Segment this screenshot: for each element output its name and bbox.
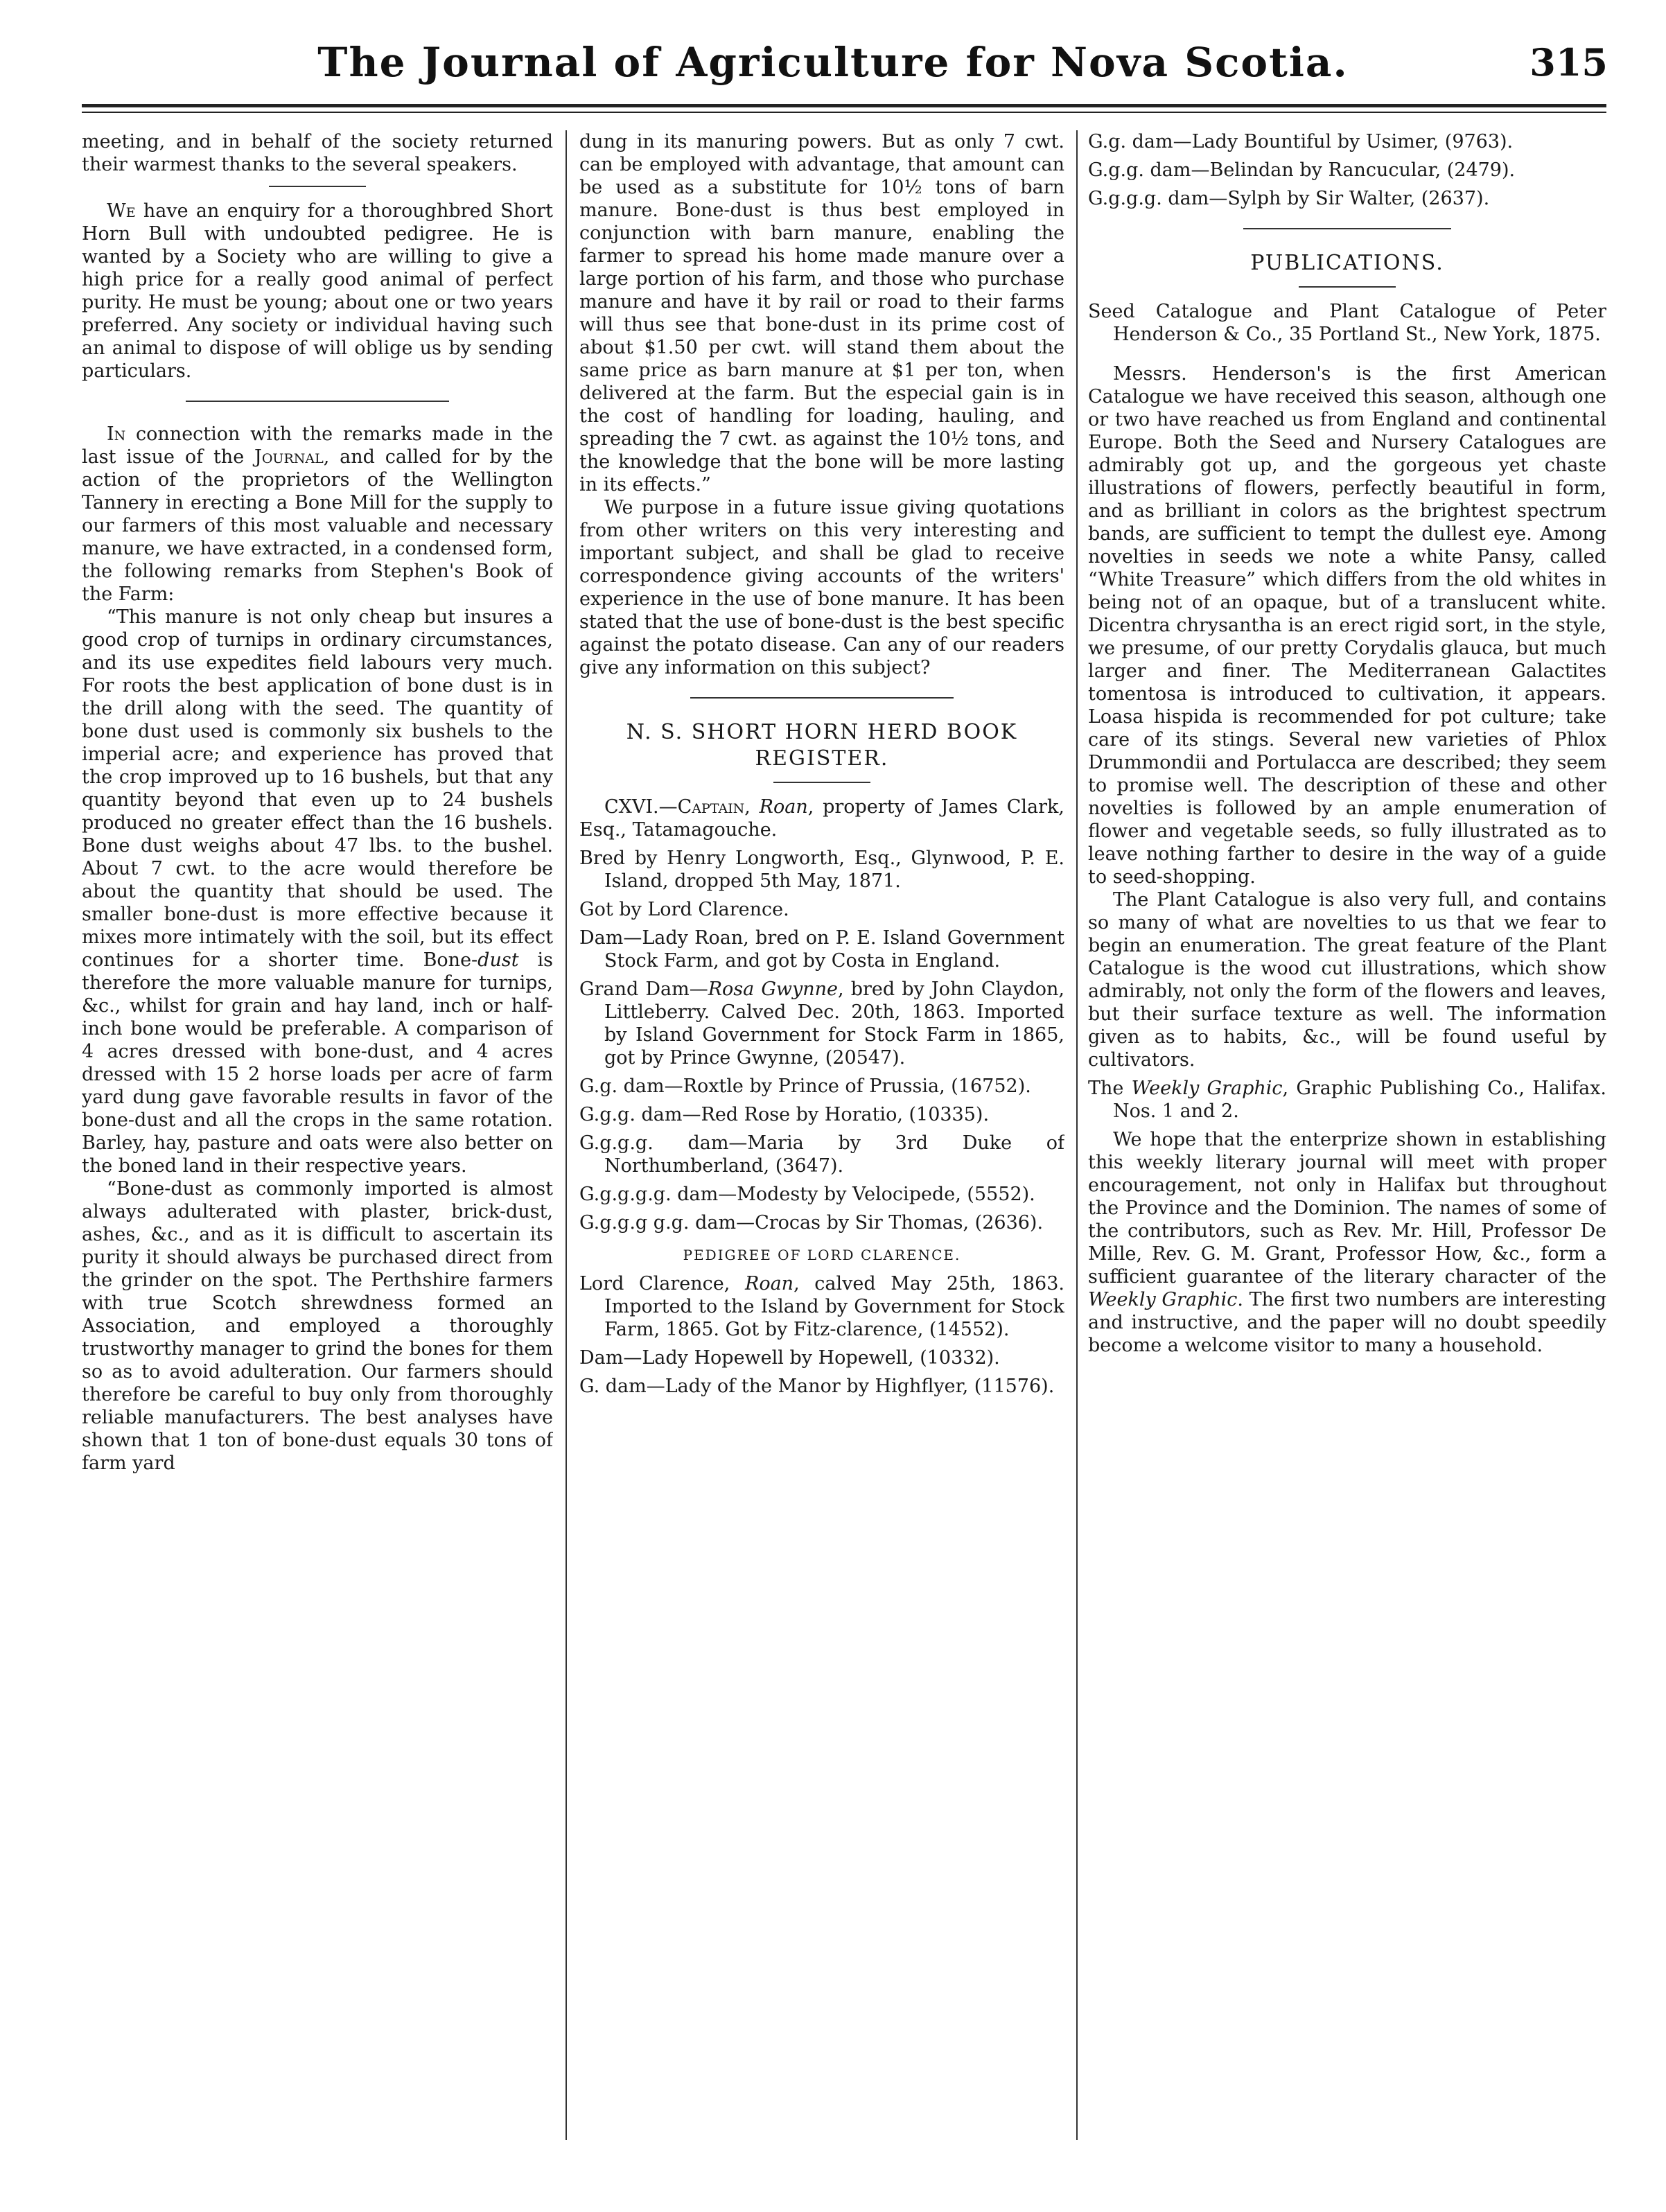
column-3 <box>1088 130 1606 2175</box>
herd-book-gdam-4: G.g.g.g.g. dam—Modesty by Velocipede, (5552). <box>579 1184 1035 1205</box>
column-divider-1 <box>565 130 567 2140</box>
col2-separator-mid <box>690 697 954 699</box>
pedigree-gdam: G. dam—Lady of the Manor by Highflyer, (11576). <box>579 1376 1055 1397</box>
col2-separator-short <box>773 782 870 783</box>
publication-weekly-graphic-review: We hope that the enterprize shown in establishing this weekly literary journal will meet with proper encouragement, not only in Halifax but throughout the Province and the Dominion. The names of some of the contributors, such as Rev. Mr. Hill, Professor De Mille, Rev. G. M. Grant, Professor How, &c., form a sufficient guarantee of the literary character of the Weekly Graphic. The first two numbers are interesting and instructive, and the paper will no doubt speedily become a welcome visitor to many a household. <box>1088 1129 1606 1356</box>
col1-paragraph-manure-quote: “This manure is not only cheap but insures a good crop of turnips in ordinary circumstances, and its use expedites field labours very much. For roots the best application of bone dust is in the drill along with the seed. The quantity of bone dust used is commonly six bushels to the imperial acre; and experience has proved that the crop improved up to 16 bushels, but that any quantity beyond that even up to 24 bushels produced no greater effect than the 16 bushels. Bone dust weighs about 47 lbs. to the bushel. About 7 cwt. to the acre would therefore be about the quantity that should be used. The smaller bone-dust is more effective because it mixes more intimately with the soil, but its effect continues for a shorter time. Bone-dust is therefore the more valuable manure for turnips, &c., whilst for grain and hay land, inch or half-inch bone would be preferable. A comparison of 4 acres dressed with bone-dust, and 4 acres dressed with 15 2 horse loads per acre of farm yard dung gave favorable results in favor of the bone-dust and all the crops in the same rotation. Barley, hay, pasture and oats were also better on the boned land in their respective years. <box>82 606 553 1177</box>
publication-henderson-review: Messrs. Henderson's is the first American Catalogue we have received this season, although one or two have reached us from England and continental Europe. Both the Seed and Nursery Catalogues are admirably got up, and the gorgeous yet chaste illustrations of flowers, perfectly beautiful in form, and as brilliant in colors as the brightest spectrum bands, are sufficient to tempt the dullest eye. Among novelties in seeds we note a white Pansy, called “White Treasure” which differs from the old whites in being not of an opaque, but of a translucent white. Dicentra chrysantha is an erect rigid sort, in the style, we presume, of our pretty Corydalis glauca, but much larger and finer. The Mediterranean Galactites tomentosa is introduced to cultivation, it appears. Loasa hispida is recommended for pot culture; take care of its stings. Several new varieties of Phlox Drummondii and Portulacca are described; they seem to promise well. The description of these and other novelties is followed by an ample enumeration of flower and vegetable seeds, so fully illustrated as to leave nothing farther to desire in the way of a guide to seed-shopping. <box>1088 363 1606 888</box>
header-rule-thin <box>82 112 1606 113</box>
publication-weekly-graphic-title: The Weekly Graphic, Graphic Publishing Co., Halifax. Nos. 1 and 2. <box>1088 1078 1606 1122</box>
column-divider-2 <box>1076 130 1078 2140</box>
herd-book-entry-heading: CXVI.—Captain, Roan, property of James Clark, Esq., Tatamagouche. <box>579 796 1064 841</box>
col2-paragraph-future-issue: We purpose in a future issue giving quotations from other writers on this very interesting and important subject, and shall be glad to receive correspondence giving accounts of the writers' experience in the use of bone manure. It has been stated that the use of bone-dust is the best specific against the potato disease. Can any of our readers give any information on this subject? <box>579 497 1064 678</box>
herd-book-gdam-5: G.g.g.g g.g. dam—Crocas by Sir Thomas, (2636). <box>579 1212 1044 1234</box>
herd-book-gdam-2: G.g.g. dam—Red Rose by Horatio, (10335). <box>579 1104 990 1125</box>
col1-paragraph-bone-dust-imported: “Bone-dust as commonly imported is almost always adulterated with plaster, brick-dust, ashes, &c., and as it is difficult to ascertain its purity it should always be purchased direct from the grinder on the spot. The Perthshire farmers with true Scotch shrewdness formed an Association, and employed a thoroughly trustworthy manager to grind the bones for them so as to avoid adulteration. Our farmers should therefore be careful to buy only from thoroughly reliable manufacturers. The best analyses have shown that 1 ton of bone-dust equals 30 tons of farm yard <box>82 1178 553 1474</box>
col3-separator-short <box>1299 286 1396 288</box>
herd-book-bred: Bred by Henry Longworth, Esq., Glynwood, P. E. Island, dropped 5th May, 1871. <box>579 848 1064 892</box>
column-2 <box>579 130 1064 2175</box>
col1-paragraph-bull-enquiry: We have an enquiry for a thoroughbred Short Horn Bull with undoubted pedigree. He is wanted by a Society who are willing to give a high price for a really good animal of perfect purity. He must be young; about one or two years preferred. Any society or individual having such an animal to dispose of will oblige us by sending particulars. <box>82 200 553 382</box>
col3-separator-mid <box>1243 228 1451 229</box>
pedigree-title: PEDIGREE OF LORD CLARENCE. <box>683 1247 961 1263</box>
herd-book-section-title: N. S. SHORT HORN HERD BOOK REGISTER. <box>626 720 1018 771</box>
col1-paragraph-bone-mill: In connection with the remarks made in the last issue of the Journal, and called for by the action of the proprietors of the Wellington Tannery in erecting a Bone Mill for the supply to our farmers of this most valuable and necessary manure, we have extracted, in a condensed form, the following remarks from Stephen's Book of the Farm: <box>82 423 553 605</box>
publication-henderson-title: Seed Catalogue and Plant Catalogue of Peter Henderson & Co., 35 Portland St., New York, 1875. <box>1088 301 1606 345</box>
publications-section-title: PUBLICATIONS. <box>1250 251 1444 275</box>
col1-separator-mid <box>186 401 449 402</box>
col2-paragraph-dung: dung in its manuring powers. But as only 7 cwt. can be employed with advantage, that amount can be used as a substitute for 10½ tons of barn manure. Bone-dust is thus best employed in conjunction with barn manure, enabling the farmer to spread his home made manure over a large portion of his farm, and those who purchase manure and have it by rail or road to their farms will thus see that bone-dust in its prime cost of about $1.50 per cwt. will stand them about the same price as barn manure at $1 per ton, when delivered at the farm. But the especial gain is in the cost of handling for loading, hauling, and spreading the 7 cwt. as against the 10½ tons, and the knowledge that the bone will be more lasting in its effects.” <box>579 131 1064 495</box>
header-rule-thick <box>82 104 1606 107</box>
pedigree-gdam-4: G.g.g.g. dam—Sylph by Sir Walter, (2637). <box>1088 188 1490 209</box>
pedigree-gdam-3: G.g.g. dam—Belindan by Rancucular, (2479). <box>1088 159 1516 181</box>
publication-plant-catalogue: The Plant Catalogue is also very full, and contains so many of what are novelties to us that we fear to begin an enumeration. The great feature of the Plant Catalogue is the wood cut illustrations, which show admirably, not only the form of the flowers and leaves, but their surface texture as well. The information given as to habits, &c., will be found useful by cultivators. <box>1088 889 1606 1071</box>
page-header-title: The Journal of Agriculture for Nova Scotia. <box>317 39 1349 86</box>
herd-book-gdam-1: G.g. dam—Roxtle by Prince of Prussia, (16752). <box>579 1076 1031 1097</box>
herd-book-dam: Dam—Lady Roan, bred on P. E. Island Government Stock Farm, and got by Costa in England. <box>579 927 1064 972</box>
col1-paragraph-meeting: meeting, and in behalf of the society returned their warmest thanks to the several speakers. <box>82 131 553 175</box>
page-number: 315 <box>1529 40 1608 85</box>
herd-book-gdam-3: G.g.g.g. dam—Maria by 3rd Duke of Northumberland, (3647). <box>579 1132 1064 1177</box>
pedigree-gdam-2: G.g. dam—Lady Bountiful by Usimer, (9763). <box>1088 131 1514 152</box>
pedigree-lord-clarence: Lord Clarence, Roan, calved May 25th, 1863. Imported to the Island by Government for Stock Farm, 1865. Got by Fitz-clarence, (14552). <box>579 1273 1064 1340</box>
herd-book-got: Got by Lord Clarence. <box>579 899 789 920</box>
column-1 <box>82 130 553 2175</box>
pedigree-dam: Dam—Lady Hopewell by Hopewell, (10332). <box>579 1347 1000 1369</box>
col1-separator-short <box>269 186 366 187</box>
herd-book-grand-dam: Grand Dam—Rosa Gwynne, bred by John Claydon, Littleberry. Calved Dec. 20th, 1863. Imported by Island Government for Stock Farm in 1865, got by Prince Gwynne, (20547). <box>579 978 1064 1069</box>
